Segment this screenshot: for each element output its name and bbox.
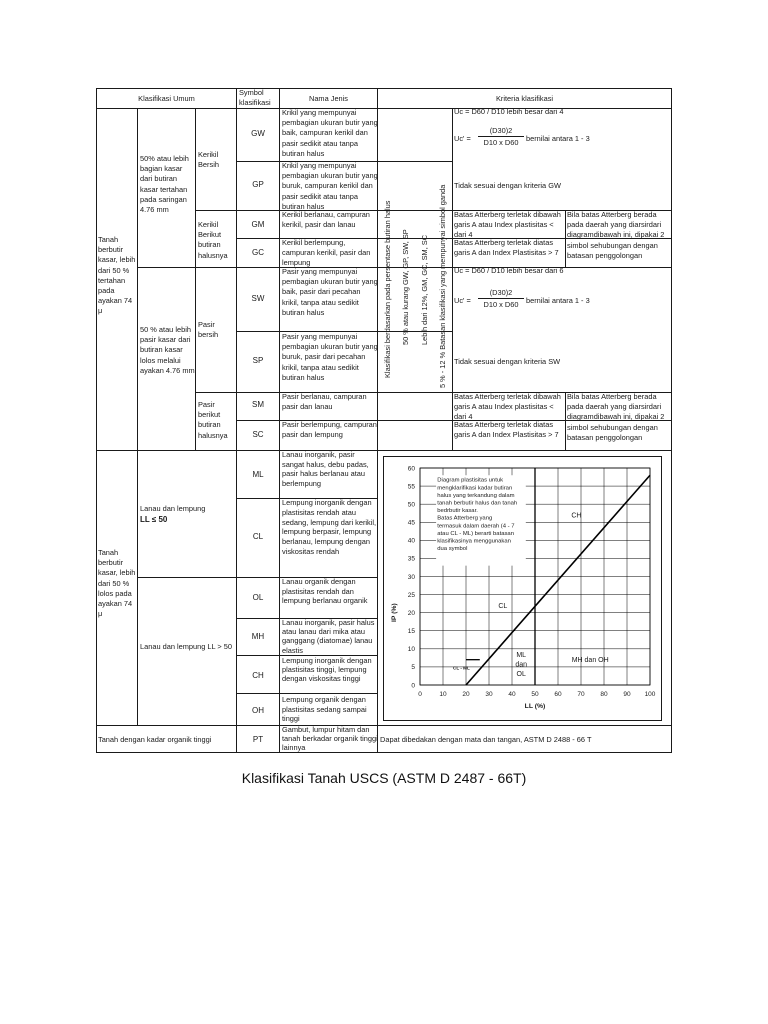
gravel-group-label: 50% atau lebih bagian kasar dari butiran kasar tertahan pada saringan 4.76 mm [140, 154, 189, 215]
criteria-gw-range: bernilai antara 1 - 3 [526, 134, 590, 143]
note-dual-symbol: 5 % - 12 % Batasan klasifikasi yang mempunyai simbol ganda [438, 184, 447, 388]
region-label: ML [516, 651, 527, 659]
name-sc: Pasir berlempung, campuran pasir dan lempung [282, 420, 377, 440]
symbol-gc: GC [252, 248, 264, 257]
sand-group-label: 50 % atau lebih pasir kasar dari butiran kasar lolos melalui ayakan 4.76 mm [140, 325, 195, 375]
name-ol: Lanau organik dengan plastisitas rendah dan lempung berlanau organik [282, 577, 368, 606]
symbol-sm: SM [252, 400, 264, 409]
y-tick-label: 5 [411, 664, 415, 672]
name-gw: Krikil yang mempunyai pembagian ukuran butir yang baik, campuran kerikil dan pasir sedikit atau tanpa butiran halus [282, 108, 378, 158]
criteria-sp: Tidak sesuai dengan kriteria SW [454, 357, 561, 366]
header-symbol: Symbol klasifikasi [239, 88, 271, 107]
fine-group-low-ll: LL ≤ 50 [140, 515, 168, 524]
name-gm: Kerikil berlanau, campuran kerikil, pasir dan lanau [282, 210, 370, 230]
name-gc: Kerikil berlempung, campuran kerikil, pasir dan lempung [282, 238, 371, 268]
symbol-ch: CH [252, 671, 264, 680]
criteria-gc: Batas Atterberg terletak diatas garis A dan Index Plastisitas > 7 [454, 238, 559, 258]
y-tick-label: 20 [407, 609, 415, 617]
fine-gravel-label: Kerikil Berikut butiran halusnya [198, 220, 228, 260]
x-tick-label: 50 [531, 691, 539, 698]
y-tick-label: 45 [407, 519, 415, 527]
y-tick-label: 0 [411, 682, 415, 690]
x-tick-label: 10 [439, 691, 447, 698]
y-tick-label: 15 [407, 628, 415, 636]
fraction-denominator: D10 x D60 [483, 300, 519, 309]
symbol-gw: GW [251, 129, 265, 138]
name-cl: Lempung inorganik dengan plastisitas rendah atau sedang, lempung dari kerikil, lempung berpasir, lempung berlanau, lempung dengan viskositas rendah [282, 498, 377, 556]
criteria-sw-uc: Uc = D60 / D10 lebih besar dari 6 [454, 266, 564, 275]
fine-group-high: Lanau dan lempung LL > 50 [140, 642, 232, 651]
symbol-mh: MH [251, 632, 265, 641]
x-tick-label: 100 [644, 691, 656, 698]
criteria-sw-ucprime: Uc' = [454, 296, 471, 305]
x-tick-label: 40 [508, 691, 516, 698]
symbol-cl: CL [252, 532, 264, 541]
symbol-ml: ML [252, 470, 264, 479]
name-ch: Lempung inorganik dengan plastisitas tinggi, lempung dengan viskositas tinggi [282, 656, 372, 684]
name-ml: Lanau inorganik, pasir sangat halus, debu padas, pasir halus berlanau atau berlempung [282, 450, 369, 488]
symbol-oh: OH [252, 706, 264, 715]
region-label: CL - ML [453, 665, 470, 671]
fraction-numerator: (D30)2 [478, 126, 524, 137]
fine-sand-label: Pasir berikut butiran halusnya [198, 400, 228, 440]
x-tick-label: 20 [462, 691, 470, 698]
region-label: dan [515, 661, 528, 669]
y-tick-label: 60 [407, 465, 415, 473]
symbol-sw: SW [251, 294, 265, 303]
region-label: CL [498, 602, 508, 610]
plasticity-chart-frame [383, 456, 662, 721]
symbol-pt: PT [252, 735, 264, 744]
name-gp: Krikil yang mempunyai pembagian ukuran butir yang buruk, campuran kerikil dan pasir sedikit atau tanpa butiran halus [282, 161, 378, 211]
y-axis-label: IP (%) [391, 603, 398, 623]
region-label: CH [571, 512, 582, 520]
criteria-pt: Dapat dibedakan dengan mata dan tangan, ASTM D 2488 - 66 T [380, 735, 592, 744]
symbol-gp: GP [252, 180, 264, 189]
symbol-sc: SC [252, 430, 264, 439]
x-tick-label: 90 [623, 691, 631, 698]
criteria-gw-uc: Uc = D60 / D10 lebih besar dari 4 [454, 107, 564, 116]
criteria-gw-fraction [478, 126, 524, 147]
y-tick-label: 55 [407, 483, 415, 491]
fraction-denominator: D10 x D60 [483, 138, 519, 147]
criteria-gm: Batas Atterberg terletak dibawah garis A atau Index plastisitas < dari 4 [454, 210, 561, 240]
name-sp: Pasir yang mempunyai pembagian ukuran butir yang buruk, pasir dari pecahan krikil, tanpa atau sedikit butiran halus [282, 332, 378, 382]
criteria-gp: Tidak sesuai dengan kriteria GW [454, 181, 561, 190]
coarse-soil-label: Tanah berbutir kasar, lebih dari 50 % tertahan pada ayakan 74 μ [98, 235, 136, 316]
header-criteria: Kriteria klasifikasi [495, 94, 554, 103]
symbol-sp: SP [252, 356, 264, 365]
y-tick-label: 40 [407, 537, 415, 545]
x-tick-label: 30 [485, 691, 493, 698]
header-name: Nama Jenis [308, 94, 349, 103]
note-dirty-coarse: Lebih dari 12%, GM, GC, SM, SC [420, 234, 429, 345]
y-tick-label: 35 [407, 555, 415, 563]
x-tick-label: 80 [600, 691, 608, 698]
x-tick-label: 60 [554, 691, 562, 698]
criteria-sw-range: bernilai antara 1 - 3 [526, 296, 590, 305]
plasticity-chart [384, 457, 661, 720]
name-mh: Lanau inorganik, pasir halus atau lanau dari mika atau ganggang (diatomae) lanau elastis [282, 618, 375, 655]
name-oh: Lempung organik dengan plastisitas sedang sampai tinggi [282, 695, 367, 724]
y-tick-label: 50 [407, 501, 415, 509]
name-pt: Gambut, lumpur hitam dan tanah berkadar organik tinggi lainnya [282, 725, 378, 753]
chart-note: Diagram plastisitas untuk mengklarifikasi kadar butiran halus yang terkandung dalam tanah berbutir halus dan tanah bedrbutir kasar. Batas Atterberg yang termasuk dalam daerah (4 - 7 atau CL - ML) berarti batasan klasifikasinya menggunakan dua symbol [437, 477, 518, 553]
fraction-numerator: (D30)2 [478, 288, 524, 299]
clean-sand-label: Pasir bersih [198, 320, 219, 340]
clean-gravel-label: Kerikil Bersih [198, 150, 219, 170]
criteria-dual-sand: Bila batas Atterberg berada pada daerah yang diarsirdari diagramdibawah ini, dipakai 2 simbol sehubungan dengan batasan penggolongan [567, 392, 665, 442]
y-tick-label: 10 [407, 646, 415, 654]
note-fine-percentage: Klasifikasi berdasarkan pada persentase butiran halus [383, 200, 392, 378]
name-sm: Pasir berlanau, campuran pasir dan lanau [282, 392, 367, 412]
region-label: OL [516, 670, 526, 678]
criteria-sm: Batas Atterberg terletak dibawah garis A atau Index plastisitas < dari 4 [454, 392, 561, 422]
header-general: Klasifikasi Umum [138, 94, 195, 103]
criteria-sc: Batas Atterberg terletak diatas garis A dan Index Plastisitas > 7 [454, 420, 559, 440]
region-label: MH dan OH [571, 657, 609, 665]
document-caption: Klasifikasi Tanah USCS (ASTM D 2487 - 66T) [241, 770, 527, 786]
pt-label: Tanah dengan kadar organik tinggi [98, 735, 212, 744]
criteria-sw-fraction [478, 288, 524, 309]
criteria-gw-ucprime: Uc' = [454, 134, 471, 143]
x-axis-label: LL (%) [524, 703, 546, 710]
symbol-ol: OL [252, 593, 264, 602]
fine-group-low: Lanau dan lempung [140, 504, 206, 513]
y-tick-label: 30 [407, 573, 415, 581]
name-sw: Pasir yang mempunyai pembagian ukuran butir yang baik, pasir dari pecahan krikil, tanpa atau sedikit butiran halus [282, 267, 378, 317]
y-tick-label: 25 [407, 591, 415, 599]
symbol-gm: GM [251, 220, 265, 229]
criteria-dual-gravel: Bila batas Atterberg berada pada daerah yang diarsirdari diagramdibawah ini, dipakai 2 simbol sehubungan dengan batasan penggolongan [567, 210, 665, 260]
fine-soil-label: Tanah berbutir kasar, lebih dari 50 % lolos pada ayakan 74 μ [98, 548, 136, 619]
x-tick-label: 0 [418, 691, 422, 698]
note-clean-coarse: 50 % atau kurang GW, GP, SW, SP [401, 229, 410, 345]
x-tick-label: 70 [577, 691, 585, 698]
